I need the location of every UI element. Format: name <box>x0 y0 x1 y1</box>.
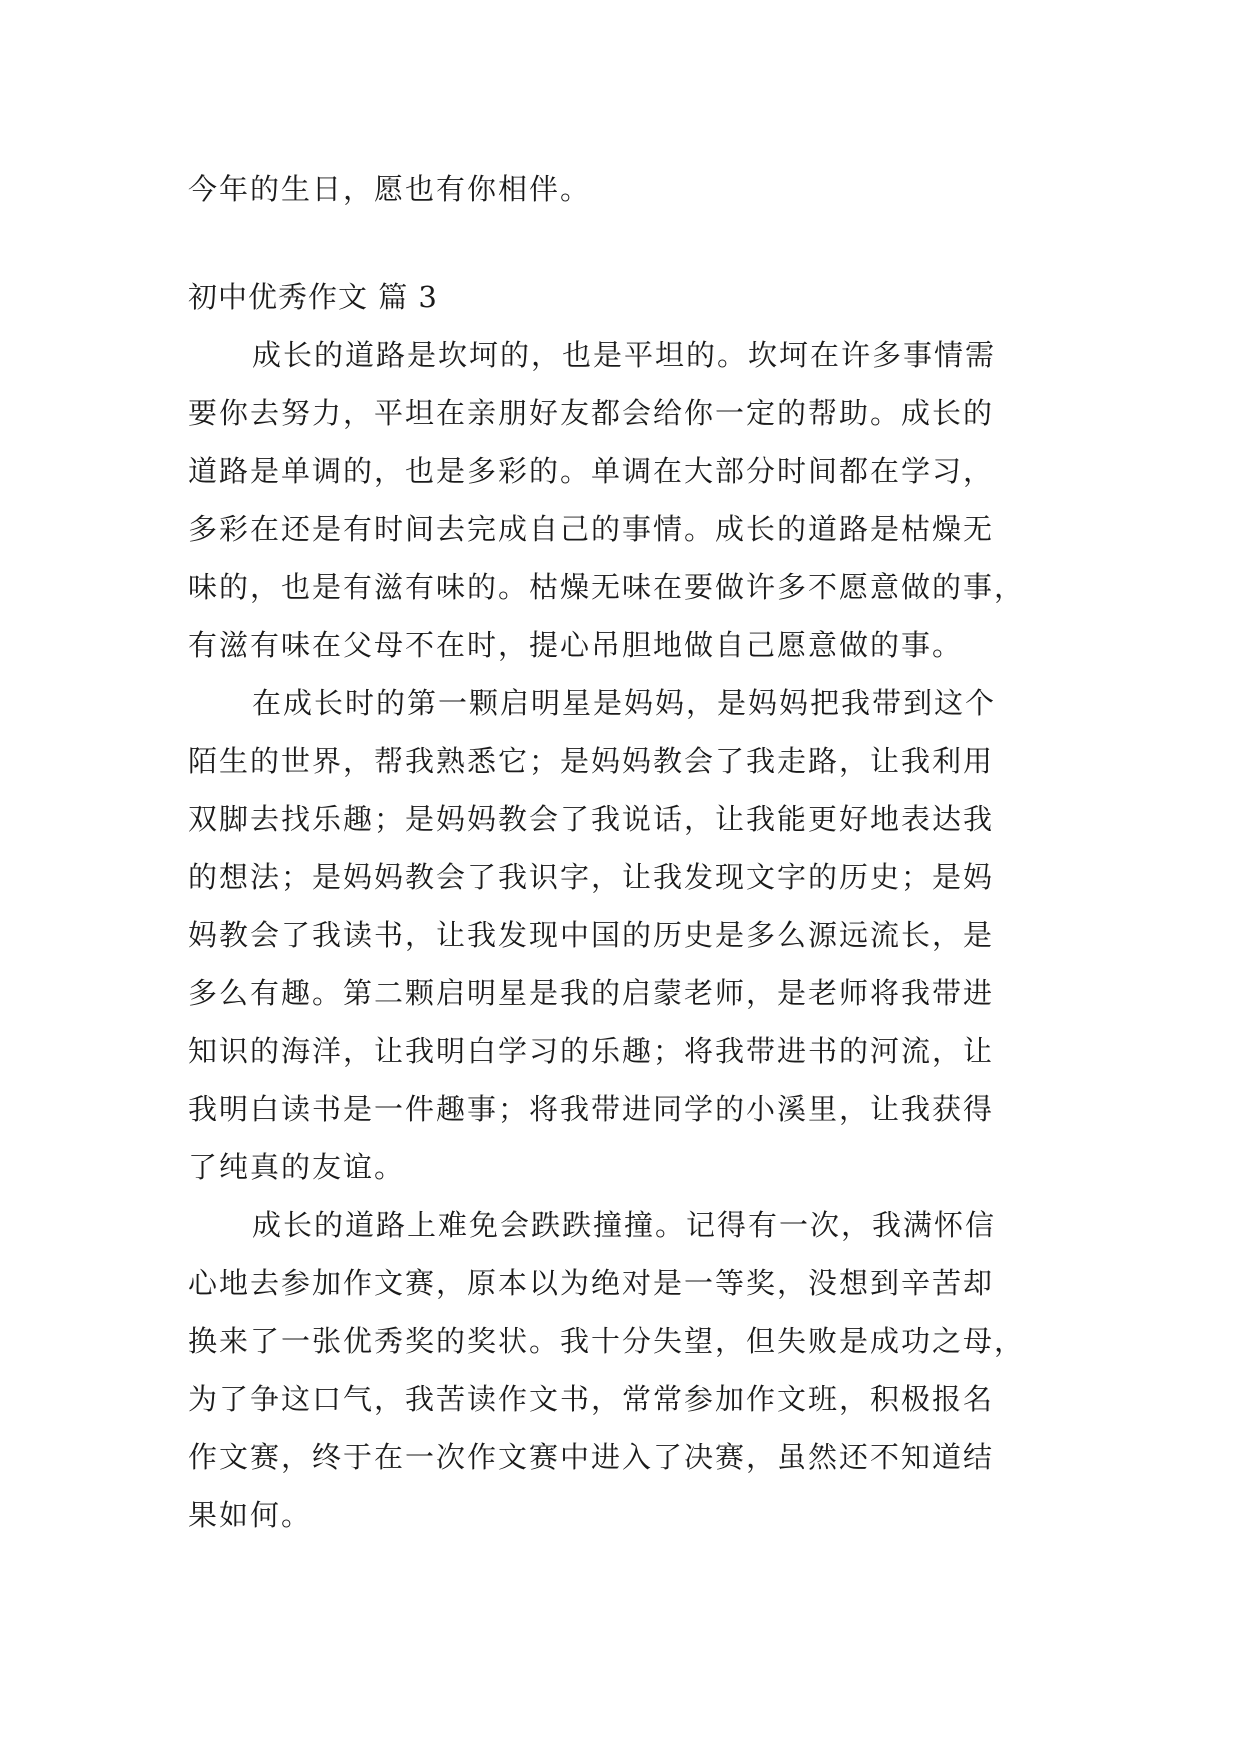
paragraph-line: 有滋有味在父母不在时，提心吊胆地做自己愿意做的事。 <box>188 628 964 662</box>
paragraph-line: 了纯真的友谊。 <box>188 1150 406 1184</box>
paragraph-line: 心地去参加作文赛，原本以为绝对是一等奖，没想到辛苦却 <box>188 1266 995 1300</box>
paragraph-line: 知识的海洋，让我明白学习的乐趣；将我带进书的河流，让 <box>188 1034 995 1068</box>
paragraph-line: 的想法；是妈妈教会了我识字，让我发现文字的历史；是妈 <box>188 860 995 894</box>
document-body <box>188 160 1056 1544</box>
paragraph-line: 换来了一张优秀奖的奖状。我十分失望，但失败是成功之母， <box>188 1324 1026 1358</box>
paragraph-line: 成长的道路上难免会跌跌撞撞。记得有一次，我满怀信 <box>252 1208 997 1242</box>
paragraph-1 <box>188 326 1056 674</box>
paragraph-line: 妈教会了我读书，让我发现中国的历史是多么源远流长，是 <box>188 918 995 952</box>
paragraph-line: 双脚去找乐趣；是妈妈教会了我说话，让我能更好地表达我 <box>188 802 995 836</box>
paragraph-line: 在成长时的第一颗启明星是妈妈，是妈妈把我带到这个 <box>252 686 997 720</box>
paragraph-2 <box>188 674 1056 1196</box>
paragraph-3 <box>188 1196 1056 1544</box>
paragraph-line: 成长的道路是坎坷的，也是平坦的。坎坷在许多事情需 <box>252 338 997 372</box>
paragraph-line: 要你去努力，平坦在亲朋好友都会给你一定的帮助。成长的 <box>188 396 995 430</box>
paragraph-line: 陌生的世界，帮我熟悉它；是妈妈教会了我走路，让我利用 <box>188 744 995 778</box>
paragraph-line: 多彩在还是有时间去完成自己的事情。成长的道路是枯燥无 <box>188 512 995 546</box>
paragraph-line: 味的，也是有滋有味的。枯燥无味在要做许多不愿意做的事， <box>188 570 1026 604</box>
paragraph-line: 我明白读书是一件趣事；将我带进同学的小溪里，让我获得 <box>188 1092 995 1126</box>
paragraph-line: 为了争这口气，我苦读作文书，常常参加作文班，积极报名 <box>188 1382 995 1416</box>
intro-line: 今年的生日，愿也有你相伴。 <box>188 172 592 206</box>
paragraph-line: 果如何。 <box>188 1498 313 1532</box>
section-gap <box>188 218 1056 268</box>
paragraph-line: 作文赛，终于在一次作文赛中进入了决赛，虽然还不知道结 <box>188 1440 995 1474</box>
paragraph-line: 多么有趣。第二颗启明星是我的启蒙老师，是老师将我带进 <box>188 976 995 1010</box>
paragraph-line: 道路是单调的，也是多彩的。单调在大部分时间都在学习， <box>188 454 995 488</box>
section-title: 初中优秀作文 篇 3 <box>188 280 438 314</box>
